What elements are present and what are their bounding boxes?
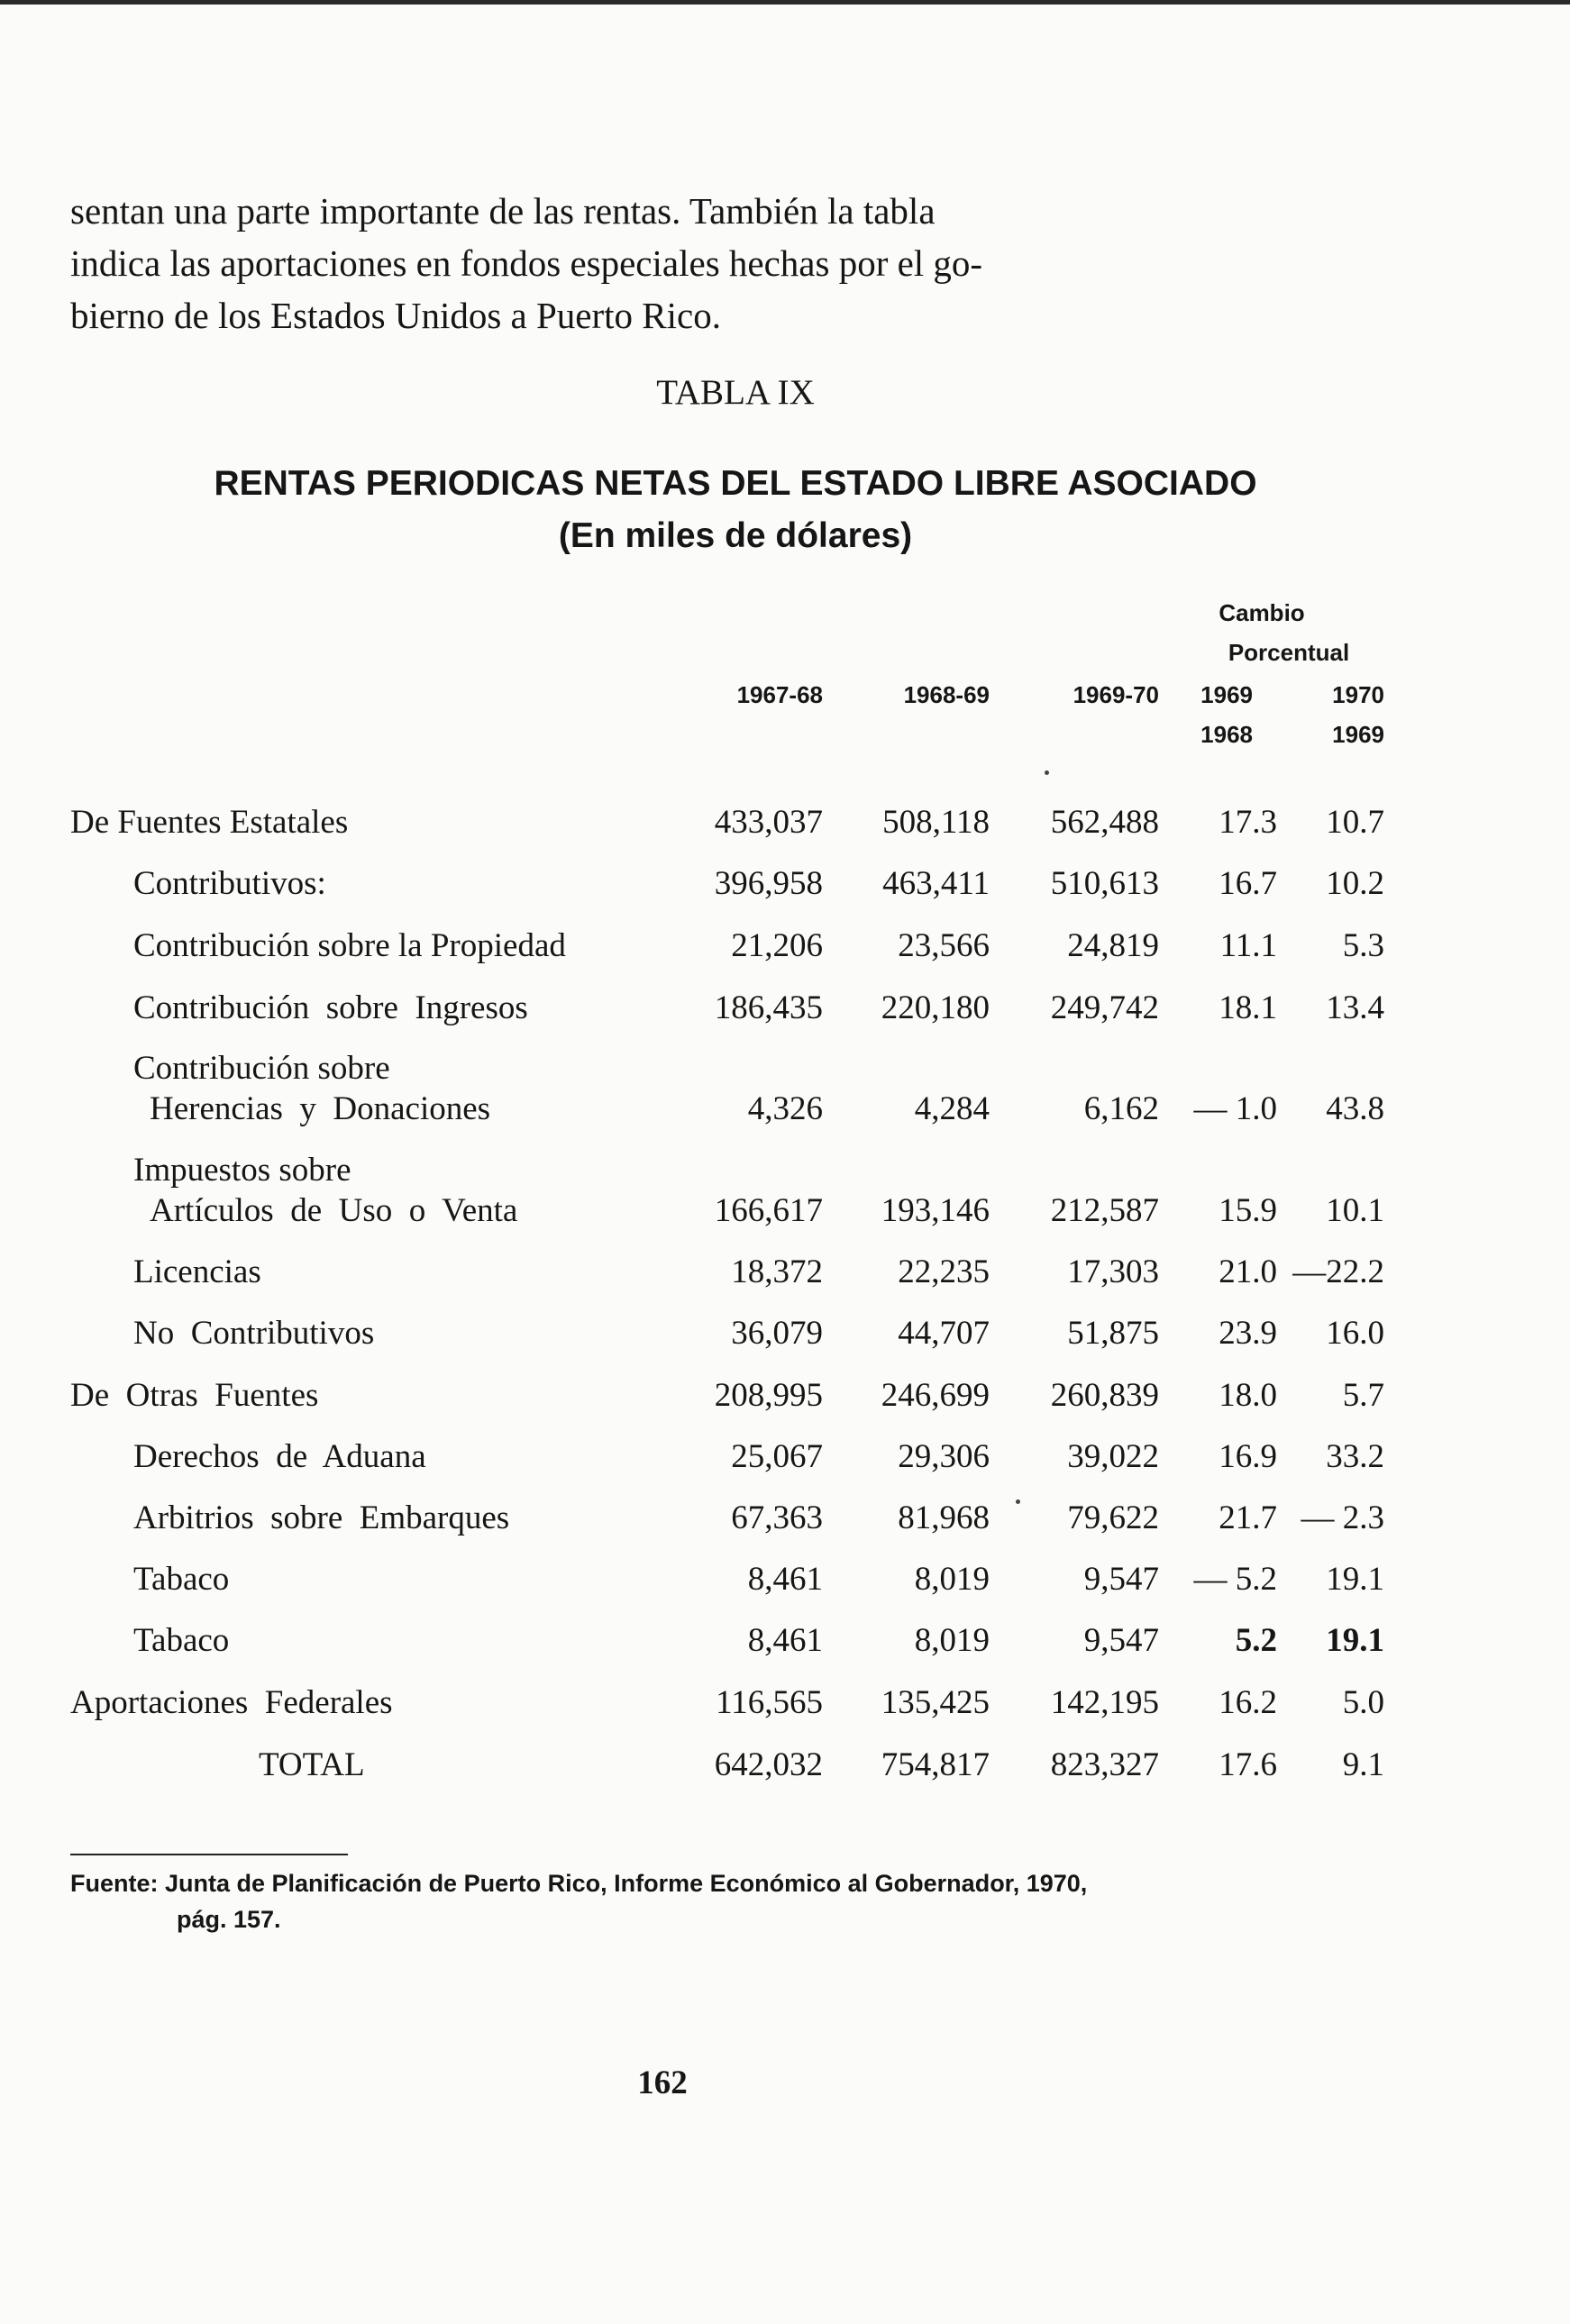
cell-change-1969: 17.3 (1219, 804, 1277, 841)
table-title-block (0, 458, 1471, 562)
cell-change-1969: 18.0 (1219, 1377, 1277, 1414)
table-title: RENTAS PERIODICAS NETAS DEL ESTADO LIBRE ASOCIADO (214, 464, 1257, 503)
cell-1968-69: 135,425 (881, 1684, 990, 1721)
cell-1967-68: 433,037 (714, 804, 823, 841)
table-subtitle: (En miles de dólares) (558, 516, 913, 555)
page-number: 162 (637, 2064, 688, 2101)
row-label-continuation: Herencias y Donaciones (150, 1090, 491, 1127)
cell-1968-69: 22,235 (898, 1253, 990, 1290)
cell-1968-69: 220,180 (881, 989, 990, 1026)
footnote-prefix: Fuente: Junta de Planificación de Puerto Rico, (70, 1870, 607, 1897)
cell-change-1969: 16.9 (1219, 1438, 1277, 1475)
cell-change-1970: 33.2 (1326, 1438, 1384, 1475)
cell-change-1969: 5.2 (1235, 1622, 1277, 1659)
cell-change-1969: 21.7 (1219, 1499, 1277, 1536)
cell-1969-70: 562,488 (1050, 804, 1159, 841)
speck (1045, 770, 1049, 775)
cell-change-1969: 18.1 (1219, 989, 1277, 1026)
cell-change-1970: — 2.3 (1301, 1499, 1384, 1536)
cell-1969-70: 260,839 (1050, 1377, 1159, 1414)
intro-paragraph (70, 185, 1242, 342)
cell-1968-69: 246,699 (881, 1377, 990, 1414)
cell-change-1969: 23.9 (1219, 1315, 1277, 1352)
cell-1969-70: 24,819 (1067, 927, 1159, 964)
cell-1968-69: 29,306 (898, 1438, 990, 1475)
row-label: Contribución sobre la Propiedad (133, 927, 566, 964)
footnote-divider (70, 1854, 348, 1855)
footnote-source-title: Informe Económico al Gobernador, 1970, (614, 1870, 1088, 1897)
table-label: TABLA IX (656, 373, 815, 412)
row-label: De Otras Fuentes (70, 1377, 319, 1414)
footnote (70, 1865, 1422, 1937)
header-col5-bottom: 1969 (1332, 721, 1384, 748)
cell-change-1969: — 1.0 (1193, 1090, 1277, 1127)
cell-change-1970: 5.3 (1342, 927, 1384, 964)
cell-change-1970: 5.7 (1342, 1377, 1384, 1414)
row-label: Arbitrios sobre Embarques (133, 1499, 510, 1536)
cell-1968-69: 4,284 (914, 1090, 990, 1127)
cell-change-1970: 5.0 (1342, 1684, 1384, 1721)
cell-1969-70: 6,162 (1083, 1090, 1159, 1127)
cell-1969-70: 249,742 (1050, 989, 1159, 1026)
cell-1969-70: 9,547 (1083, 1561, 1159, 1598)
row-label: De Fuentes Estatales (70, 804, 349, 841)
cell-1969-70: 212,587 (1050, 1192, 1159, 1229)
header-col5-top: 1970 (1332, 681, 1384, 708)
intro-line: sentan una parte importante de las rentas. También la tabla (70, 190, 936, 232)
cell-1968-69: 81,968 (898, 1499, 990, 1536)
header-col4-bottom: 1968 (1200, 721, 1253, 748)
cell-change-1970: —22.2 (1292, 1253, 1384, 1290)
cell-1967-68: 4,326 (747, 1090, 823, 1127)
cell-1969-70: 79,622 (1067, 1499, 1159, 1536)
cell-change-1970: 9.1 (1342, 1746, 1384, 1783)
cell-1967-68: 116,565 (716, 1684, 823, 1721)
cell-1969-70: 510,613 (1050, 865, 1159, 902)
row-label-continuation: Artículos de Uso o Venta (150, 1192, 518, 1229)
cell-1967-68: 36,079 (731, 1315, 823, 1352)
cell-change-1970: 10.7 (1326, 804, 1384, 841)
cell-1967-68: 186,435 (714, 989, 823, 1026)
cell-1968-69: 44,707 (898, 1315, 990, 1352)
cell-1968-69: 23,566 (898, 927, 990, 964)
cell-1969-70: 51,875 (1067, 1315, 1159, 1352)
cell-1968-69: 8,019 (914, 1622, 990, 1659)
row-label: Licencias (133, 1253, 261, 1290)
cell-1968-69: 193,146 (881, 1192, 990, 1229)
cell-1967-68: 8,461 (747, 1622, 823, 1659)
row-label: Contributivos: (133, 865, 326, 902)
cell-1967-68: 25,067 (731, 1438, 823, 1475)
cell-1967-68: 396,958 (714, 865, 823, 902)
cell-1969-70: 17,303 (1067, 1253, 1159, 1290)
row-label: No Contributivos (133, 1315, 375, 1352)
cell-1967-68: 18,372 (731, 1253, 823, 1290)
cell-change-1970: 10.2 (1326, 865, 1384, 902)
cell-1967-68: 21,206 (731, 927, 823, 964)
cell-1969-70: 9,547 (1083, 1622, 1159, 1659)
cell-change-1970: 10.1 (1326, 1192, 1384, 1229)
page-top-border (0, 0, 1570, 5)
cell-change-1969: 11.1 (1219, 927, 1277, 964)
header-porcentual: Porcentual (1228, 639, 1350, 666)
row-label: Impuestos sobre (133, 1152, 351, 1189)
header-cambio: Cambio (1219, 599, 1305, 626)
cell-change-1970: 16.0 (1326, 1315, 1384, 1352)
intro-line: bierno de los Estados Unidos a Puerto Rico. (70, 295, 721, 336)
cell-1969-70: 39,022 (1067, 1438, 1159, 1475)
intro-line: indica las aportaciones en fondos especiales hechas por el go- (70, 242, 983, 284)
cell-1969-70: 142,195 (1050, 1684, 1159, 1721)
cell-change-1970: 43.8 (1326, 1090, 1384, 1127)
cell-1968-69: 463,411 (882, 865, 990, 902)
cell-1967-68: 67,363 (731, 1499, 823, 1536)
cell-change-1969: 15.9 (1219, 1192, 1277, 1229)
row-label: Tabaco (133, 1622, 230, 1659)
cell-1968-69: 508,118 (882, 804, 990, 841)
cell-change-1970: 19.1 (1326, 1561, 1384, 1598)
cell-1967-68: 208,995 (714, 1377, 823, 1414)
row-label: Derechos de Aduana (133, 1438, 426, 1475)
header-col-1968-69: 1968-69 (903, 681, 990, 708)
cell-change-1970: 19.1 (1326, 1622, 1384, 1659)
cell-1968-69: 8,019 (914, 1561, 990, 1598)
row-label: Tabaco (133, 1561, 230, 1598)
cell-change-1969: — 5.2 (1193, 1561, 1277, 1598)
cell-change-1969: 16.2 (1219, 1684, 1277, 1721)
speck (1016, 1499, 1020, 1504)
row-label: Contribución sobre (133, 1050, 390, 1087)
row-label: Contribución sobre Ingresos (133, 989, 528, 1026)
header-col-1969-70: 1969-70 (1073, 681, 1159, 708)
cell-1967-68: 642,032 (714, 1746, 823, 1783)
cell-1967-68: 166,617 (714, 1192, 823, 1229)
cell-1967-68: 8,461 (747, 1561, 823, 1598)
cell-1968-69: 754,817 (881, 1746, 990, 1783)
cell-change-1969: 16.7 (1219, 865, 1277, 902)
cell-change-1969: 17.6 (1219, 1746, 1277, 1783)
cell-change-1969: 21.0 (1219, 1253, 1277, 1290)
row-label-total: TOTAL (259, 1746, 365, 1783)
footnote-continuation: pág. 157. (177, 1906, 281, 1933)
header-col-1967-68: 1967-68 (736, 681, 823, 708)
cell-1969-70: 823,327 (1050, 1746, 1159, 1783)
row-label: Aportaciones Federales (70, 1684, 393, 1721)
cell-change-1970: 13.4 (1326, 989, 1384, 1026)
header-col4-top: 1969 (1200, 681, 1253, 708)
